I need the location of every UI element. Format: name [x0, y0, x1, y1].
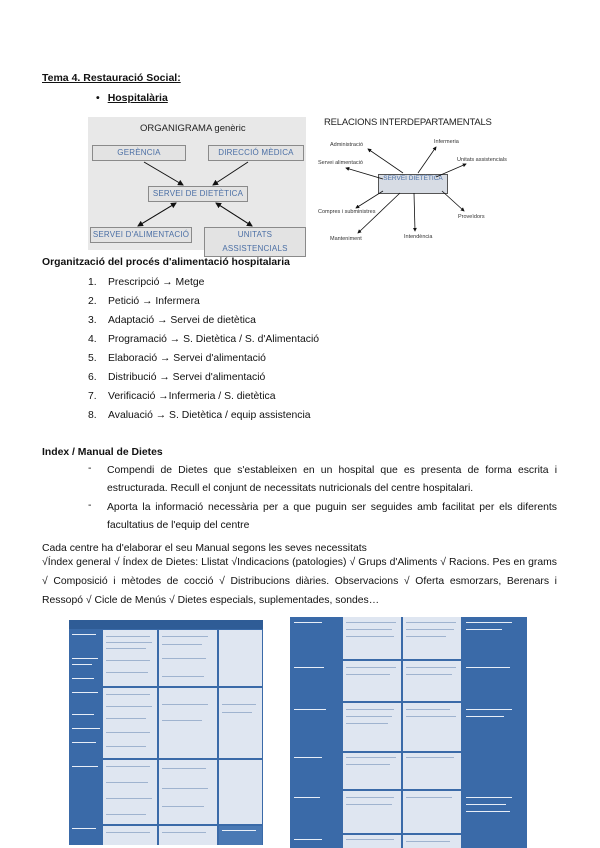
- section-bullet: • Hospitalària: [96, 92, 168, 104]
- process-step: 3. Adaptació → Servei de dietètica: [88, 315, 256, 326]
- org-box-unitats: UNITATS ASSISTENCIALS: [204, 227, 306, 257]
- org-box-gerencia: GERÈNCIA: [92, 145, 186, 161]
- section-bullet-label: Hospitalària: [107, 92, 168, 104]
- dash-bullet: -: [88, 463, 92, 474]
- organigrama-title: ORGANIGRAMA genèric: [140, 123, 246, 134]
- process-step: 5. Elaboració → Servei d'alimentació: [88, 353, 266, 364]
- relacions-node-unitats: Unitats assistencials: [457, 157, 507, 163]
- process-step: 2. Petició → Infermera: [88, 296, 200, 307]
- relacions-center: SERVEI DIETÈTICA: [378, 174, 448, 194]
- index-heading: Index / Manual de Dietes: [42, 447, 163, 458]
- dash-bullet: -: [88, 500, 92, 511]
- relacions-title: RELACIONS INTERDEPARTAMENTALS: [324, 117, 492, 128]
- org-box-alimentacio: SERVEI D'ALIMENTACIÓ: [90, 227, 192, 243]
- process-heading: Organització del procés d'alimentació hospitalaria: [42, 257, 290, 268]
- relacions-node-intendencia: Intendència: [404, 234, 433, 240]
- org-box-direccio: DIRECCIÓ MÈDICA: [208, 145, 304, 161]
- relacions-node-infermeria: Infermeria: [434, 139, 459, 145]
- index-line-1: Cada centre ha d'elaborar el seu Manual segons les seves necessitats: [42, 543, 367, 554]
- relacions-diagram: [318, 115, 514, 251]
- org-box-dietetica: SERVEI DE DIETÈTICA: [148, 186, 248, 202]
- process-step: 6. Distribució → Servei d'alimentació: [88, 372, 266, 383]
- relacions-node-proveidors: Proveïdors: [458, 214, 485, 220]
- process-step: 1. Prescripció → Metge: [88, 277, 205, 288]
- page-title: Tema 4. Restauració Social:: [42, 72, 181, 84]
- process-step: 4. Programació → S. Dietètica / S. d'Alimentació: [88, 334, 320, 345]
- index-bullet-1: Compendi de Dietes que s'estableixen en un hospital que es presenta de forma escrita i estructurada. Recull el conjunt de necessitats nutricionals del centre hospitalari.: [107, 465, 557, 494]
- relacions-node-compres: Compres i subministres: [318, 209, 376, 215]
- process-step: 8. Avaluació → S. Dietètica / equip assistencia: [88, 410, 311, 421]
- organigrama-diagram: [88, 117, 306, 253]
- process-step: 7. Verificació →Infermeria / S. dietètica: [88, 391, 276, 402]
- relacions-node-alimentacio: Servei alimentació: [318, 160, 363, 166]
- relacions-node-administracio: Administració: [330, 142, 364, 148]
- index-bullet-2: Aporta la informació necessària per a que puguin ser seguides amb facilitat per els diferents facultatius de l'equip del centre: [107, 502, 557, 531]
- relacions-arrows: [318, 115, 514, 251]
- diet-table-right: [290, 617, 527, 848]
- org-arrows: [88, 117, 306, 250]
- index-line-2: √Índex general √ Índex de Dietes: Llistat √Indicacions (patologies) √ Grups d'Aliments √ Racions. Pes en grams √ Composició i mètodes de cocció √ Distribucions diàries. Observacions √ Oferta esmorzars, Berenars i Ressopó √ Cicle de Menús √ Dietes especials, suplementades, sondes…: [42, 557, 557, 606]
- relacions-node-manteniment: Manteniment: [330, 236, 362, 242]
- diet-table-left: [69, 620, 263, 845]
